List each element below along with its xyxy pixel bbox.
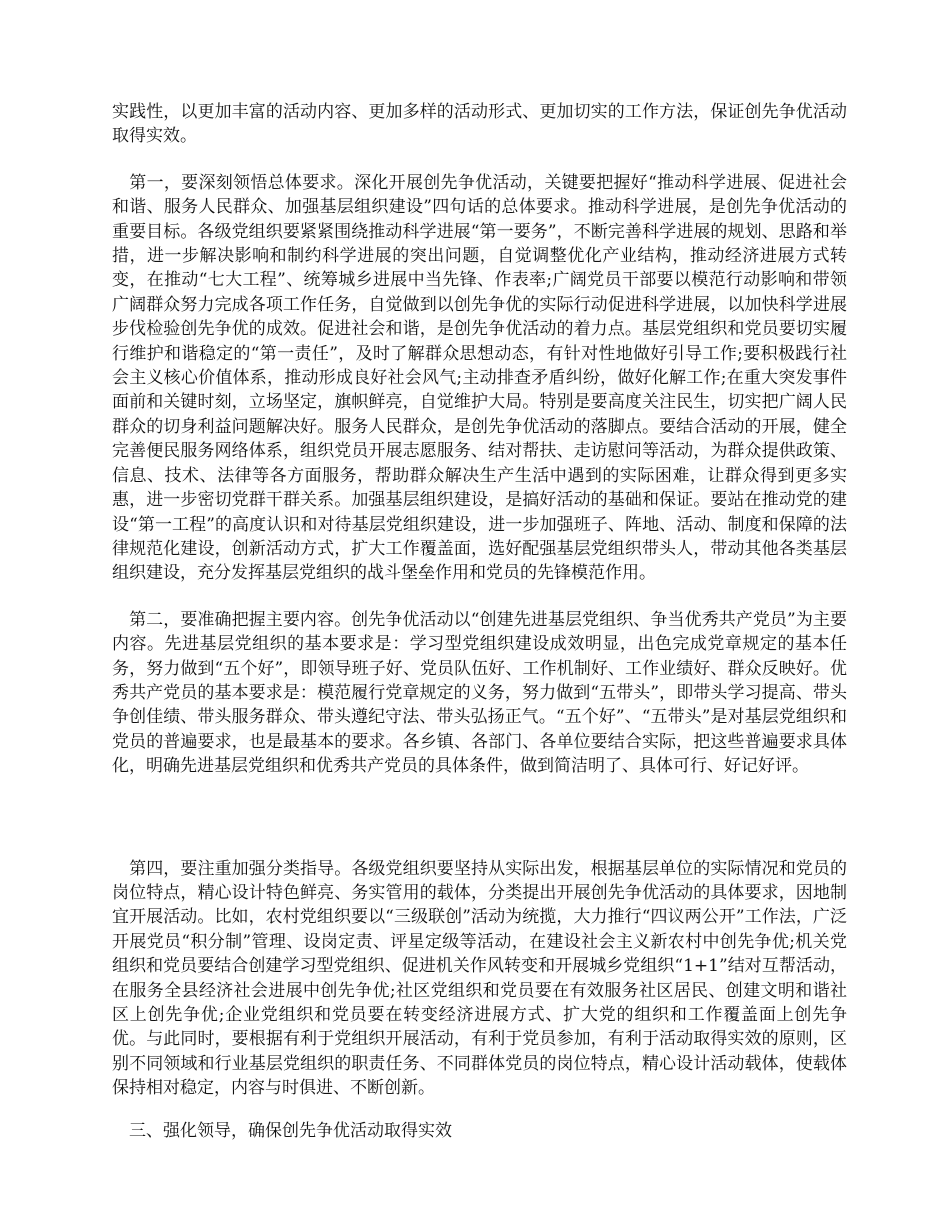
paragraph-first-requirement: 第一，要深刻领悟总体要求。深化开展创先争优活动，关键要把握好“推动科学进展、促进社会和谐、服务人民群众、加强基层组织建设”四句话的总体要求。推动科学进展，是创先争优活动的重要目标。各级党组织要紧紧围绕推动科学进展“第一要务”，不断完善科学进展的规划、思路和举措，进一步解决影响和制约科学进展的突出问题，自觉调整优化产业结构，推动经济进展方式转变，在推动“七大工程”、统筹城乡进展中当先锋、作表率;广阔党员干部要以模范行动影响和带领广阔群众努力完成各项工作任务，自觉做到以创先争优的实际行动促进科学进展，以加快科学进展步伐检验创先争优的成效。促进社会和谐，是创先争优活动的着力点。基层党组织和党员要切实履行维护和谐稳定的“第一责任”，及时了解群众思想动态，有针对性地做好引导工作;要积极践行社会主义核心价值体系，推动形成良好社会风气;主动排查矛盾纠纷，做好化解工作;在重大突发事件面前和关键时刻，立场坚定，旗帜鲜亮，自觉维护大局。特别是要高度关注民生，切实把广阔人民群众的切身利益问题解决好。服务人民群众，是创先争优活动的落脚点。要结合活动的开展，健全完善便民服务网络体系，组织党员开展志愿服务、结对帮扶、走访慰问等活动，为群众提供政策、信息、技术、法律等各方面服务，帮助群众解决生产生活中遇到的实际困难，让群众得到更多实惠，进一步密切党群干群关系。加强基层组织建设，是搞好活动的基础和保证。要站在推动党的建设“第一工程”的高度认识和对待基层党组织建设，进一步加强班子、阵地、活动、制度和保障的法律规范化建设，创新活动方式，扩大工作覆盖面，选好配强基层党组织带头人，带动其他各类基层组织建设，充分发挥基层党组织的战斗堡垒作用和党员的先锋模范作用。	[112, 172, 847, 584]
paragraph-intro: 实践性，以更加丰富的活动内容、更加多样的活动形式、更加切实的工作方法，保证创先争优活动取得实效。	[112, 102, 847, 147]
document-page	[112, 100, 847, 1143]
section-heading: 三、强化领导，确保创先争优活动取得实效	[112, 1120, 452, 1141]
paragraph-fourth-guidance: 第四，要注重加强分类指导。各级党组织要坚持从实际出发，根据基层单位的实际情况和党员的岗位特点，精心设计特色鲜亮、务实管用的载体，分类提出开展创先争优活动的具体要求，因地制宜开展活动。比如，农村党组织要以“三级联创”活动为统揽，大力推行“四议两公开”工作法，广泛开展党员“积分制”管理、设岗定责、评星定级等活动，在建设社会主义新农村中创先争优;机关党组织和党员要结合创建学习型党组织、促进机关作风转变和开展城乡党组织“1+1”结对互帮活动，在服务全县经济社会进展中创先争优;社区党组织和党员要在有效服务社区居民、创建文明和谐社区上创先争优;企业党组织和党员要在转变经济进展方式、扩大党的组织和工作覆盖面上创先争优。与此同时，要根据有利于党组织开展活动，有利于党员参加，有利于活动取得实效的原则，区别不同领域和行业基层党组织的职责任务、不同群体党员的岗位特点，精心设计活动载体，使载体保持相对稳定，内容与时俱进、不断创新。	[112, 858, 847, 1099]
paragraph-second-content: 第二，要准确把握主要内容。创先争优活动以“创建先进基层党组织、争当优秀共产党员”为主要内容。先进基层党组织的基本要求是：学习型党组织建设成效明显，出色完成党章规定的基本任务，努力做到“五个好”，即领导班子好、党员队伍好、工作机制好、工作业绩好、群众反映好。优秀共产党员的基本要求是：模范履行党章规定的义务，努力做到“五带头”，即带头学习提高、带头争创佳绩、带头服务群众、带头遵纪守法、带头弘扬正气。“五个好”、“五带头”是对基层党组织和党员的普遍要求，也是最基本的要求。各乡镇、各部门、各单位要结合实际，把这些普遍要求具体化，明确先进基层党组织和优秀共产党员的具体条件，做到简洁明了、具体可行、好记好评。	[112, 609, 847, 777]
